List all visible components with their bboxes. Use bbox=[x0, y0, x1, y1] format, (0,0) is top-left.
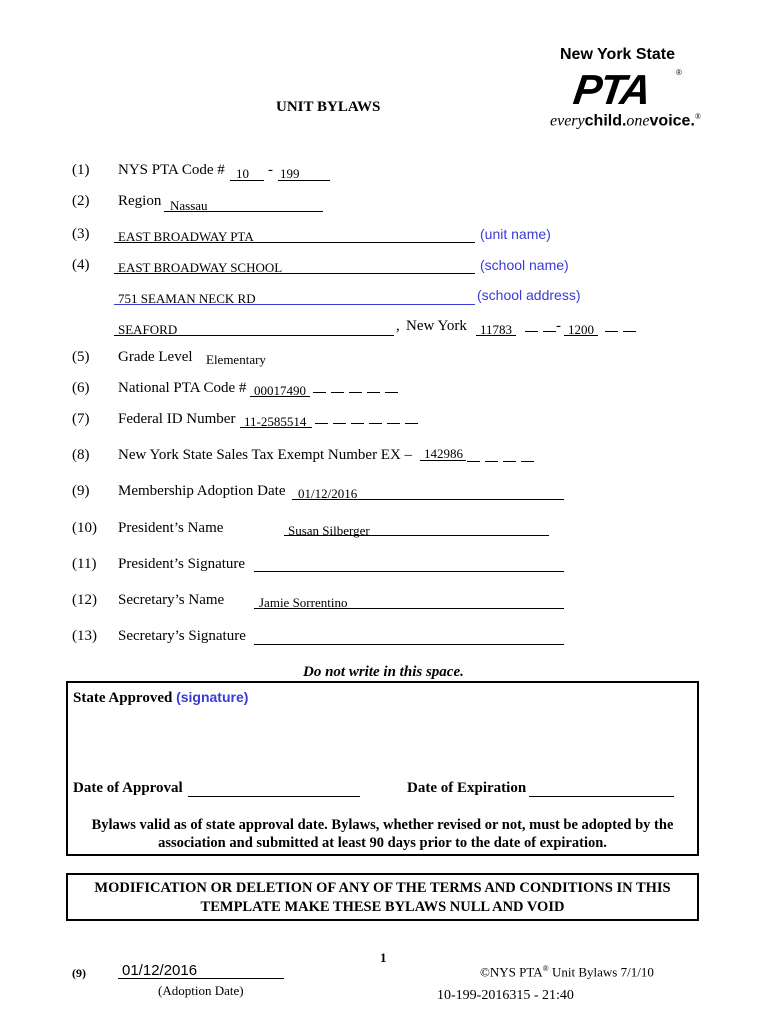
unit-name-hint: (unit name) bbox=[480, 226, 551, 242]
nys-pta-code-separator: - bbox=[268, 162, 273, 178]
secretary-signature-line[interactable] bbox=[254, 644, 564, 645]
item-number-3: (3) bbox=[72, 226, 90, 242]
logo-pta-text: PTA bbox=[570, 66, 653, 113]
unit-name-value[interactable]: EAST BROADWAY PTA bbox=[118, 229, 254, 244]
sales-tax-exempt-dashes bbox=[462, 452, 534, 469]
nys-pta-code-part1[interactable]: 10 bbox=[236, 166, 249, 181]
nys-pta-logo bbox=[548, 46, 718, 136]
footer-item-number: (9) bbox=[72, 966, 86, 980]
president-signature-line[interactable] bbox=[254, 571, 564, 572]
federal-id-value[interactable]: 11-2585514 bbox=[244, 414, 307, 429]
date-of-approval-label: Date of Approval bbox=[73, 780, 183, 796]
region-value[interactable]: Nassau bbox=[170, 198, 208, 213]
item-number-5: (5) bbox=[72, 349, 90, 365]
date-of-approval-line[interactable] bbox=[188, 796, 360, 797]
item-number-12: (12) bbox=[72, 592, 97, 608]
federal-id-label: Federal ID Number bbox=[118, 411, 236, 427]
zip-code-value[interactable]: 11783 bbox=[480, 322, 513, 337]
zip-dashes-1 bbox=[520, 322, 556, 339]
city-comma: , bbox=[396, 318, 400, 334]
warning-box bbox=[66, 873, 699, 921]
federal-id-dashes bbox=[310, 414, 418, 431]
national-pta-code-dashes bbox=[308, 383, 398, 400]
sales-tax-exempt-value[interactable]: 142986 bbox=[424, 446, 463, 461]
region-label: Region bbox=[118, 193, 162, 209]
president-name-value[interactable]: Susan Silberger bbox=[288, 523, 370, 538]
date-of-expiration-line[interactable] bbox=[529, 796, 674, 797]
date-of-expiration-label: Date of Expiration bbox=[407, 780, 527, 796]
item-number-8: (8) bbox=[72, 447, 90, 463]
secretary-name-label: Secretary’s Name bbox=[118, 592, 225, 608]
logo-tagline: everychild.onevoice.® bbox=[550, 112, 701, 130]
state-approval-box bbox=[66, 681, 699, 856]
school-address-hint: (school address) bbox=[477, 287, 581, 303]
item-number-10: (10) bbox=[72, 520, 97, 536]
adoption-date-value[interactable]: 01/12/2016 bbox=[298, 486, 358, 501]
item-number-1: (1) bbox=[72, 162, 90, 178]
item-number-11: (11) bbox=[72, 556, 97, 572]
city-value[interactable]: SEAFORD bbox=[118, 322, 178, 337]
president-signature-label: President’s Signature bbox=[118, 556, 246, 572]
validity-text-line2: association and submitted at least 90 days prior to the date of expiration. bbox=[158, 835, 607, 851]
nys-pta-code-label: NYS PTA Code # bbox=[118, 162, 225, 178]
office-use-note: Do not write in this space. bbox=[303, 664, 464, 680]
state-approved-label: State Approved (signature) bbox=[73, 689, 249, 706]
copyright-text: ©NYS PTA® Unit Bylaws 7/1/10 bbox=[480, 964, 654, 980]
zip-separator: - bbox=[556, 318, 561, 334]
validity-text-line1: Bylaws valid as of state approval date. Bylaws, whether revised or not, must be adopted by the bbox=[91, 817, 674, 833]
school-name-hint: (school name) bbox=[480, 257, 569, 273]
state-text: New York bbox=[406, 318, 467, 334]
footer-adoption-date-caption: (Adoption Date) bbox=[158, 983, 244, 998]
zip-dashes-2 bbox=[600, 322, 636, 339]
zip-plus4-value[interactable]: 1200 bbox=[568, 322, 594, 337]
warning-line2: TEMPLATE MAKE THESE BYLAWS NULL AND VOID bbox=[200, 899, 565, 915]
item-number-13: (13) bbox=[72, 628, 97, 644]
item-number-6: (6) bbox=[72, 380, 90, 396]
national-pta-code-value[interactable]: 00017490 bbox=[254, 383, 306, 398]
item-number-7: (7) bbox=[72, 411, 90, 427]
footer-adoption-date-value[interactable]: 01/12/2016 bbox=[122, 962, 198, 979]
adoption-date-label: Membership Adoption Date bbox=[118, 483, 286, 499]
grade-level-value[interactable]: Elementary bbox=[206, 352, 266, 367]
page-title: UNIT BYLAWS bbox=[276, 99, 381, 115]
logo-reg-mark: ® bbox=[676, 68, 682, 77]
document-id: 10-199-2016315 - 21:40 bbox=[437, 988, 574, 1003]
nys-pta-code-part2[interactable]: 199 bbox=[280, 166, 300, 181]
item-number-2: (2) bbox=[72, 193, 90, 209]
item-number-4: (4) bbox=[72, 257, 90, 273]
page-number: 1 bbox=[380, 950, 387, 965]
secretary-signature-label: Secretary’s Signature bbox=[118, 628, 246, 644]
grade-level-label: Grade Level bbox=[118, 349, 193, 365]
signature-hint: (signature) bbox=[176, 689, 249, 705]
school-address-value[interactable]: 751 SEAMAN NECK RD bbox=[118, 291, 256, 306]
sales-tax-exempt-label: New York State Sales Tax Exempt Number EX – bbox=[118, 447, 413, 463]
logo-state-text: New York State bbox=[560, 46, 676, 63]
national-pta-code-label: National PTA Code # bbox=[118, 380, 247, 396]
secretary-name-value[interactable]: Jamie Sorrentino bbox=[259, 595, 348, 610]
president-name-label: President’s Name bbox=[118, 520, 224, 536]
warning-line1: MODIFICATION OR DELETION OF ANY OF THE TERMS AND CONDITIONS IN THIS bbox=[94, 880, 671, 896]
school-name-value[interactable]: EAST BROADWAY SCHOOL bbox=[118, 260, 283, 275]
item-number-9: (9) bbox=[72, 483, 90, 499]
